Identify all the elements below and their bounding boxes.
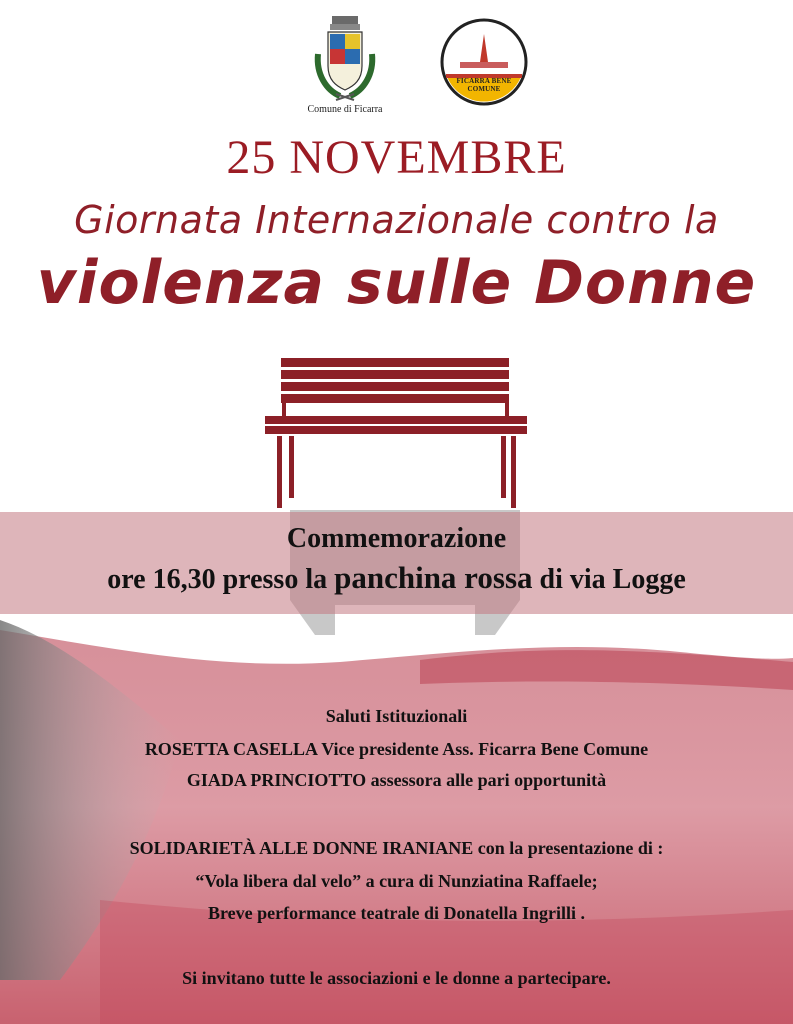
banner-title: Commemorazione [286, 523, 507, 554]
red-bench-illustration [255, 350, 535, 515]
invitation-line: Si invitano tutte le associazioni e le donne a partecipare. [182, 968, 611, 988]
solidarity-line [0, 838, 793, 859]
banner-details [0, 560, 793, 596]
speaker-1 [0, 739, 793, 760]
title-line-1: Giornata Internazionale contro la [74, 198, 719, 242]
comune-crest [305, 14, 385, 124]
watercolor-background [0, 600, 793, 1024]
greetings-heading: Saluti Istituzionali [325, 706, 468, 726]
solidarity-title: SOLIDARIETÀ ALLE DONNE IRANIANE [129, 838, 474, 858]
speaker-2 [0, 770, 793, 791]
header-logos [0, 14, 793, 124]
banner-time-place: ore 16,30 presso la [107, 564, 335, 595]
title-line-2: violenza sulle Donne [36, 248, 757, 318]
assoc-name: FICARRA BENE COMUNE [456, 77, 512, 93]
speaker-1-name: ROSETTA CASELLA [144, 739, 318, 759]
coat-of-arms-icon [310, 14, 380, 104]
program-item-1: “Vola libera dal velo” a cura di Nunziatina Raffaele; [195, 871, 598, 891]
event-date: 25 NOVEMBRE [226, 131, 567, 184]
crest-label: Comune di Ficarra [307, 104, 383, 115]
program-item-2: Breve performance teatrale di Donatella Ingrilli . [207, 903, 586, 923]
speaker-2-name: GIADA PRINCIOTTO [186, 770, 367, 790]
speaker-1-role: Vice presidente Ass. Ficarra Bene Comune [317, 739, 649, 759]
banner-emphasis: panchina rossa [334, 560, 533, 595]
speaker-2-role: assessora alle pari opportunità [366, 770, 607, 790]
banner-street: di via Logge [532, 564, 686, 595]
solidarity-suffix: con la presentazione di : [473, 838, 664, 858]
